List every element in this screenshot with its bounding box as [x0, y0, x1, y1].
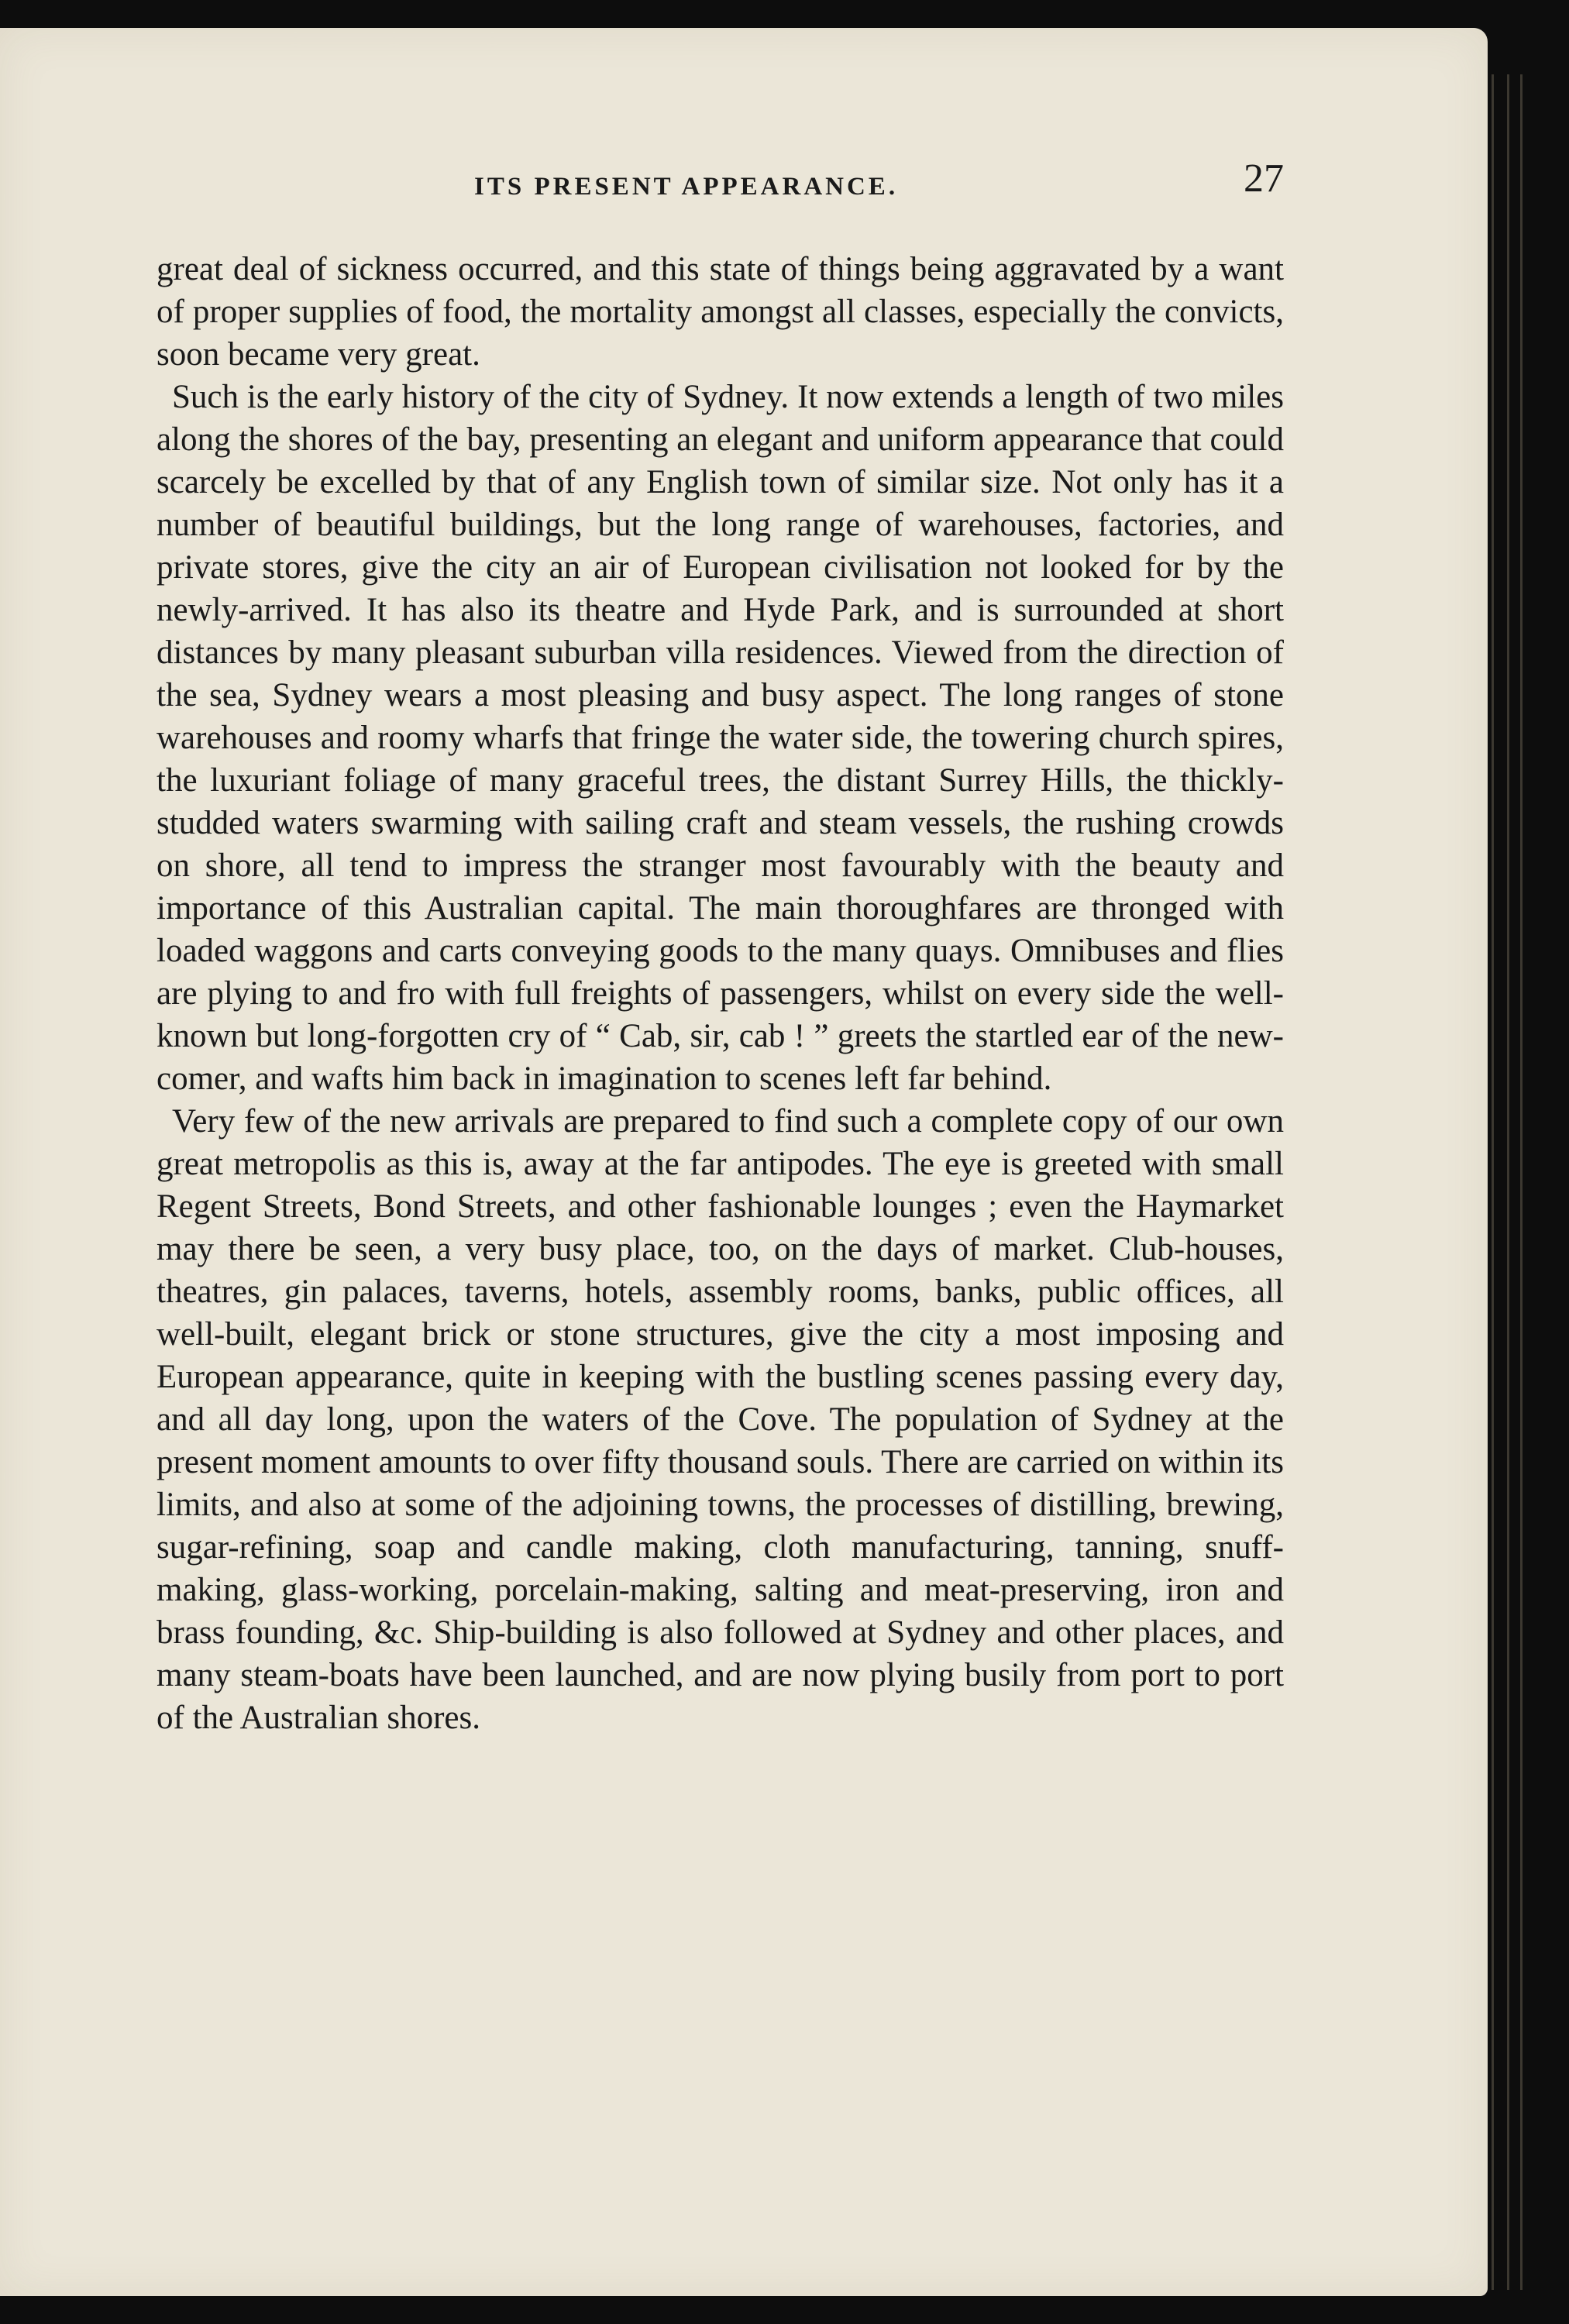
page-header: [157, 156, 1284, 233]
page-number: 27: [1244, 156, 1284, 201]
page-edge-line: [1492, 74, 1494, 2290]
paragraph: Such is the early history of the city of Sydney. It now extends a length of two miles along the shores of the bay, presenting an elegant and uniform appearance that could scarcely be excelled by that of any English town of similar size. Not only has it a number of beautiful buildings, but the long range of warehouses, factories, and private stores, give the city an air of European civilisation not looked for by the newly-arrived. It has also its theatre and Hyde Park, and is surrounded at short distances by many pleasant suburban villa residences. Viewed from the direction of the sea, Sydney wears a most pleasing and busy aspect. The long ranges of stone warehouses and roomy wharfs that fringe the water side, the towering church spires, the luxuriant foliage of many graceful trees, the distant Surrey Hills, the thickly-studded waters swarming with sailing craft and steam vessels, the rushing crowds on shore, all tend to impress the stranger most favourably with the beauty and importance of this Australian capital. The main thoroughfares are thronged with loaded waggons and carts conveying goods to the many quays. Omnibuses and flies are plying to and fro with full freights of passengers, whilst on every side the well-known but long-forgotten cry of “ Cab, sir, cab ! ” greets the startled ear of the new-comer, and wafts him back in imagination to scenes left far behind.: [157, 379, 1284, 1097]
paragraph: great deal of sickness occurred, and this state of things being aggravated by a want of proper supplies of food, the mortality amongst all classes, especially the convicts, soon became very great.: [157, 251, 1284, 373]
page-edge-line: [1520, 74, 1523, 2290]
running-head: ITS PRESENT APPEARANCE.: [474, 173, 899, 201]
paragraph: Very few of the new arrivals are prepared to find such a complete copy of our own great metropolis as this is, away at the far antipodes. The eye is greeted with small Regent Streets, Bond Streets, and other fashionable lounges ; even the Haymarket may there be seen, a very busy place, too, on the days of market. Club-houses, theatres, gin palaces, taverns, hotels, assembly rooms, banks, public offices, all well-built, elegant brick or stone structures, give the city a most imposing and European appearance, quite in keeping with the bustling scenes passing every day, and all day long, upon the waters of the Cove. The population of Sydney at the present moment amounts to over fifty thousand souls. There are carried on within its limits, and also at some of the adjoining towns, the processes of distilling, brewing, sugar-refining, soap and candle making, cloth manufacturing, tanning, snuff-making, glass-working, porcelain-making, salting and meat-preserving, iron and brass founding, &c. Ship-building is also followed at Sydney and other places, and many steam-boats have been launched, and are now plying busily from port to port of the Australian shores.: [157, 1103, 1284, 1736]
page-edge-line: [1507, 74, 1509, 2290]
body-text: [157, 248, 1284, 1739]
